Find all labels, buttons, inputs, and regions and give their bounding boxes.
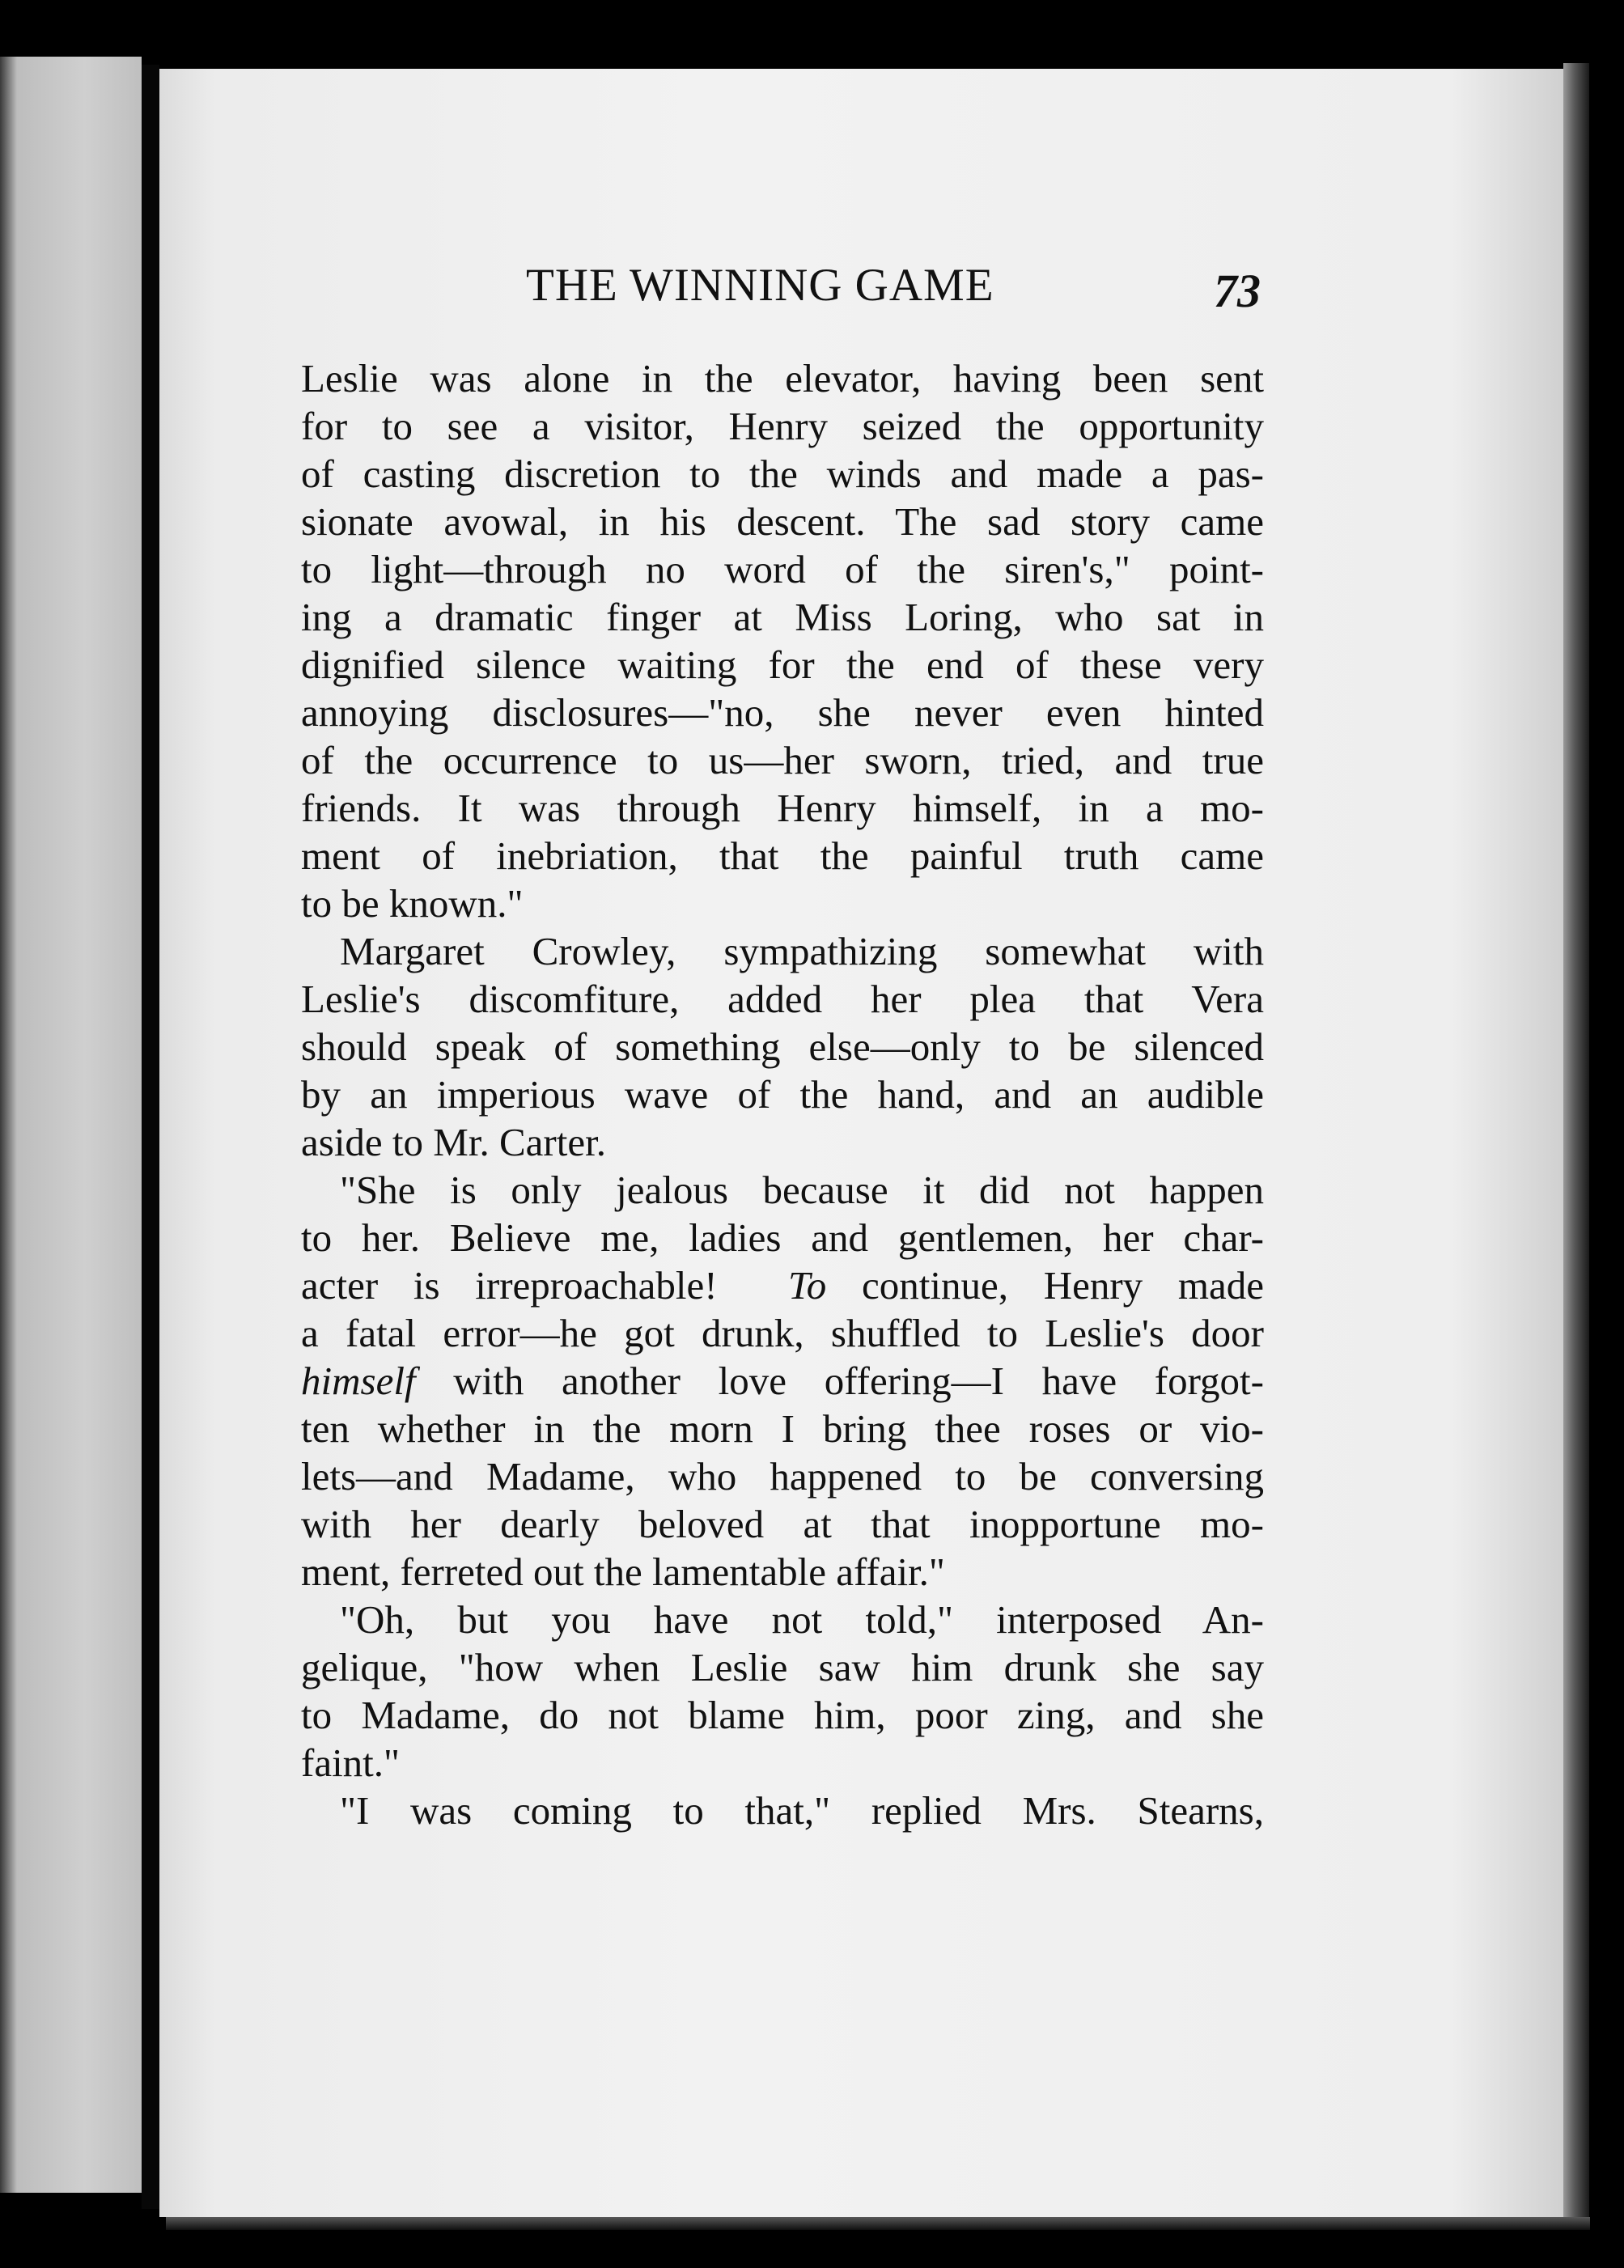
- text-line: by an imperious wave of the hand, and an audible: [301, 1072, 1264, 1117]
- text-line: a fatal error—he got drunk, shuffled to Leslie's door: [301, 1311, 1264, 1355]
- text-line-composite: [301, 1357, 1264, 1405]
- text-line: sionate avowal, in his descent. The sad story came: [301, 499, 1264, 544]
- text-line: "She is only jealous because it did not happen: [340, 1168, 1264, 1212]
- text-line: dignified silence waiting for the end of these very: [301, 642, 1264, 687]
- text-segment: acter is irreproachable!: [301, 1263, 718, 1308]
- text-line: of casting discretion to the winds and made a pas-: [301, 451, 1264, 496]
- text-line: with her dearly beloved at that inopportune mo-: [301, 1502, 1264, 1546]
- page-number: 73: [1214, 265, 1261, 317]
- text-line: "I was coming to that," replied Mrs. Stearns,: [340, 1788, 1264, 1833]
- text-line: for to see a visitor, Henry seized the opportunity: [301, 404, 1264, 448]
- text-line-composite: [301, 1261, 1264, 1309]
- text-line: should speak of something else—only to be silenced: [301, 1024, 1264, 1069]
- facing-page-edge: [0, 57, 142, 2193]
- text-line: to be known.": [301, 881, 524, 926]
- text-line: Margaret Crowley, sympathizing somewhat with: [340, 929, 1264, 973]
- text-line: lets—and Madame, who happened to be conversing: [301, 1454, 1264, 1499]
- page-header: [306, 259, 1261, 324]
- text-line: to light—through no word of the siren's," point-: [301, 547, 1264, 591]
- text-line: to her. Believe me, ladies and gentlemen, her char-: [301, 1215, 1264, 1260]
- text-line: gelique, "how when Leslie saw him drunk she say: [301, 1645, 1264, 1689]
- page-right-edge: [1563, 63, 1589, 2219]
- text-line: annoying disclosures—"no, she never even hinted: [301, 690, 1264, 735]
- text-line: ment of inebriation, that the painful truth came: [301, 833, 1264, 878]
- page-bottom-edge: [166, 2217, 1590, 2230]
- text-segment: continue, Henry made: [862, 1263, 1264, 1308]
- text-line: ment, ferreted out the lamentable affair.": [301, 1549, 945, 1594]
- text-line: ing a dramatic finger at Miss Loring, who sat in: [301, 595, 1264, 639]
- text-line: Leslie's discomfiture, added her plea that Vera: [301, 977, 1264, 1021]
- text-line: to Madame, do not blame him, poor zing, and she: [301, 1693, 1264, 1737]
- running-title: THE WINNING GAME: [526, 260, 994, 311]
- italic-word: To: [788, 1263, 827, 1308]
- text-line: ten whether in the morn I bring thee roses or vio-: [301, 1406, 1264, 1451]
- text-line: faint.": [301, 1740, 401, 1785]
- text-line: of the occurrence to us—her sworn, tried, and true: [301, 738, 1264, 782]
- text-line: "Oh, but you have not told," interposed An-: [340, 1597, 1264, 1642]
- italic-word: himself: [301, 1359, 416, 1403]
- text-line: Leslie was alone in the elevator, having been sent: [301, 356, 1264, 401]
- text-segment: with another love offering—I have forgot-: [453, 1359, 1264, 1403]
- book-gutter: [142, 65, 159, 2209]
- text-line: aside to Mr. Carter.: [301, 1120, 606, 1164]
- body-text: [301, 354, 1264, 1834]
- text-line: friends. It was through Henry himself, in a mo-: [301, 786, 1264, 830]
